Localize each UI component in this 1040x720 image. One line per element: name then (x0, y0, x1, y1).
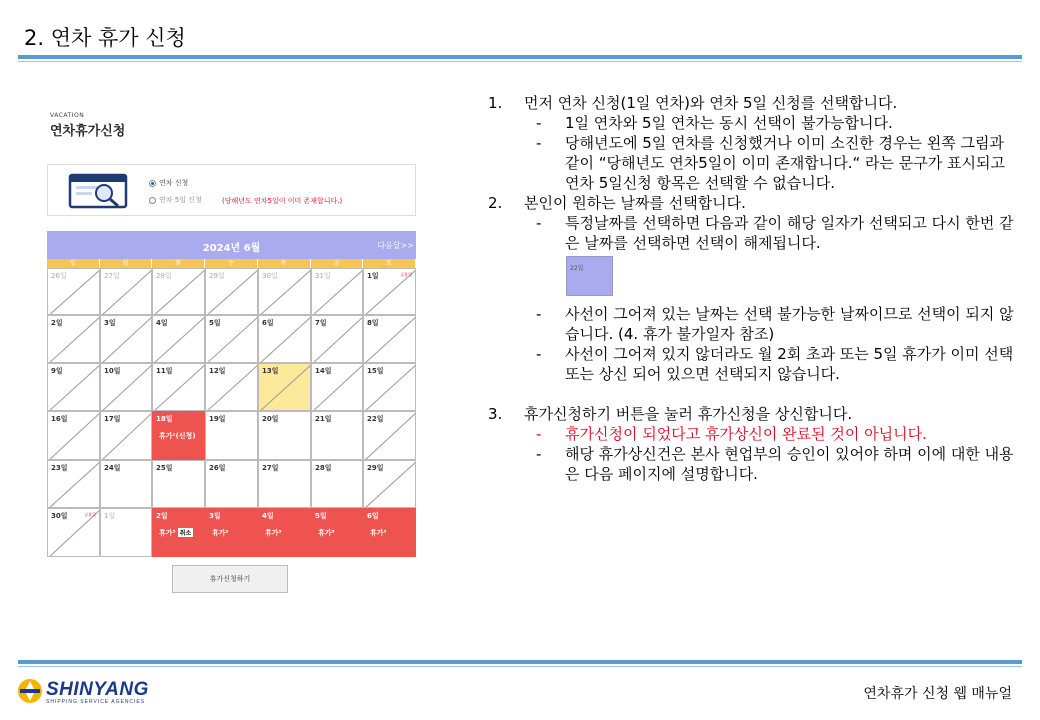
option-label: 연차 5일 신청 (159, 196, 202, 204)
warning-message: (당해년도 연차5일이 이미 존재합니다.) (222, 197, 343, 205)
footer-divider-thin (18, 666, 1022, 667)
day-number: 1일 (367, 272, 379, 280)
header-divider-thin (18, 61, 1022, 62)
day-number: 23일 (51, 464, 68, 472)
option-label: 연차 신청 (159, 179, 189, 187)
day-number: 9일 (51, 367, 63, 375)
day-number: 14일 (315, 367, 332, 375)
sub-text: 1일 연차와 5일 연차는 동시 선택이 불가능합니다. (565, 114, 893, 132)
sub-text: 해당 휴가상신건은 본사 현업부의 승인이 있어야 하며 이에 대한 내용은 다음 페이지에 설명합니다. (565, 445, 1014, 483)
step-number: 3. (488, 405, 503, 423)
vacation-status (159, 528, 193, 538)
day-number: 27일 (104, 272, 120, 280)
logo-subtitle: SHIPPING SERVICE AGENCIES (46, 699, 146, 705)
step-text: 휴가신청하기 버튼을 눌러 휴가신청을 상신합니다. (524, 405, 853, 423)
day-number: 20일 (262, 415, 279, 423)
calendar-day-cell[interactable] (258, 268, 311, 315)
day-number: 12일 (209, 367, 226, 375)
day-number: 2일 (156, 512, 168, 520)
calendar-day-cell[interactable] (363, 460, 416, 508)
sub-text: 휴가신청이 되었다고 휴가상신이 완료된 것이 아닙니다. (565, 425, 927, 443)
calendar-day-cell[interactable] (258, 315, 311, 363)
radio-button[interactable] (149, 197, 156, 204)
radio-button-selected[interactable] (149, 180, 156, 187)
weekday-label: 월 (100, 259, 153, 268)
calendar-grid (47, 268, 416, 557)
apply-vacation-button[interactable]: 휴가신청하기 (172, 565, 288, 593)
day-number: 29일 (209, 272, 225, 280)
leave-type-panel (47, 164, 416, 216)
day-number: 13일 (262, 367, 279, 375)
option-5day-leave[interactable] (149, 195, 202, 205)
day-number: 27일 (262, 464, 279, 472)
vacation-status-label: 휴가⁵ (159, 529, 176, 537)
calendar-day-cell[interactable] (100, 363, 152, 411)
day-number: 18일 (156, 415, 173, 423)
day-number: 29일 (367, 464, 384, 472)
step-2-sub: - 특정날짜를 선택하면 다음과 같이 해당 일자가 선택되고 다시 한번 같은 날짜를 선택하면 선택이 해제됩니다. (536, 214, 1014, 252)
vacation-status (159, 431, 196, 441)
instructions (488, 93, 1018, 484)
vacation-status-label: 휴가¹(신청) (159, 432, 196, 440)
weekday-label: 수 (205, 259, 258, 268)
calendar-day-cell[interactable] (205, 508, 258, 557)
weekday-label: 목 (258, 259, 311, 268)
day-number: 1일 (104, 512, 116, 520)
calendar-day-cell[interactable] (311, 460, 363, 508)
sub-text: 사선이 그어져 있지 않더라도 월 2회 초과 또는 5일 휴가가 이미 선택 또는 상신 되어 있으면 선택되지 않습니다. (565, 345, 1014, 383)
calendar-day-cell[interactable] (311, 411, 363, 460)
calendar-day-cell[interactable] (152, 315, 205, 363)
footer-text: 연차휴가 신청 웹 매뉴얼 (863, 686, 1012, 702)
day-number: 28일 (315, 464, 332, 472)
day-number: 4일 (262, 512, 274, 520)
step-1 (488, 93, 1018, 113)
step-1-sub: - 당해년도에 5일 연차를 신청했거나 이미 소진한 경우는 왼쪽 그림과 같이 “당해년도 연차5일이 이미 존재합니다.“ 라는 문구가 표시되고 연차 5일신청 항목은 선택할 수 없습니다. (536, 134, 1005, 192)
calendar-day-cell[interactable] (152, 363, 205, 411)
holiday-label: 공휴일 (84, 512, 96, 517)
selected-date-example: 22일 (566, 256, 613, 296)
calendar-day-cell[interactable] (152, 508, 205, 557)
day-number: 16일 (51, 415, 68, 423)
logo-name: SHINYANG (46, 679, 149, 700)
day-number: 21일 (315, 415, 332, 423)
day-number: 6일 (367, 512, 379, 520)
vacation-status-label: 휴가⁵ (370, 529, 387, 537)
day-number: 5일 (209, 319, 221, 327)
weekday-label: 화 (152, 259, 205, 268)
step-2-sub: - 사선이 그어져 있는 날짜는 선택 불가능한 날짜이므로 선택이 되지 않습니다. (4. 휴가 불가일자 참조) (536, 305, 1014, 343)
calendar-day-cell[interactable] (152, 411, 205, 460)
calendar-day-cell[interactable] (311, 315, 363, 363)
vacation-small-label: VACATION (50, 112, 85, 119)
calendar-day-cell[interactable] (311, 268, 363, 315)
company-logo (16, 675, 166, 705)
calendar-day-cell[interactable] (47, 268, 100, 315)
slide-title: 2. 연차 휴가 신청 (24, 26, 186, 50)
calendar-day-cell[interactable] (258, 411, 311, 460)
vacation-status-label: 휴가⁵ (265, 529, 282, 537)
vacation-status (318, 528, 335, 538)
day-number: 7일 (315, 319, 327, 327)
step-1-sub: - 1일 연차와 5일 연차는 동시 선택이 불가능합니다. (536, 114, 893, 132)
step-2-sub: - 사선이 그어져 있지 않더라도 월 2회 초과 또는 5일 휴가가 이미 선택 또는 상신 되어 있으면 선택되지 않습니다. (536, 345, 1014, 383)
weekday-bar (47, 259, 416, 268)
day-number: 10일 (104, 367, 121, 375)
day-number: 24일 (104, 464, 121, 472)
calendar-day-cell[interactable] (258, 363, 311, 411)
calendar-day-cell[interactable] (47, 411, 100, 460)
calendar-day-cell[interactable] (311, 508, 363, 557)
weekday-label: 금 (311, 259, 364, 268)
step-text: 먼저 연차 신청(1일 연차)와 연차 5일 신청를 선택합니다. (524, 94, 898, 112)
day-number: 15일 (367, 367, 384, 375)
calendar-day-cell[interactable] (363, 508, 416, 557)
sub-text: 당해년도에 5일 연차를 신청했거나 이미 소진한 경우는 왼쪽 그림과 같이 “당해년도 연차5일이 이미 존재합니다.“ 라는 문구가 표시되고 연차 5일신청 항목은 선택할 수 없습니다. (565, 134, 1005, 192)
day-number: 28일 (156, 272, 172, 280)
day-number: 26일 (51, 272, 67, 280)
calendar-day-cell[interactable] (47, 363, 100, 411)
calendar-day-cell[interactable] (363, 268, 416, 315)
vacation-status (370, 528, 387, 538)
calendar-header (47, 231, 416, 259)
weekday-label: 토 (363, 259, 416, 268)
calendar-day-cell[interactable] (100, 315, 152, 363)
calendar-day-cell[interactable] (152, 268, 205, 315)
day-number: 17일 (104, 415, 121, 423)
calendar-day-cell[interactable] (205, 460, 258, 508)
vacation-page-title: 연차휴가신청 (50, 124, 126, 139)
vacation-status-label: 휴가⁵ (318, 529, 335, 537)
calendar-day-cell[interactable] (205, 411, 258, 460)
day-number: 19일 (209, 415, 226, 423)
step-2 (488, 193, 1018, 213)
day-number: 25일 (156, 464, 173, 472)
step-number: 1. (488, 94, 503, 112)
calendar-day-cell[interactable] (47, 315, 100, 363)
calendar-day-cell[interactable] (100, 508, 152, 557)
next-month-link[interactable]: 다음달>> (377, 241, 414, 250)
step-text: 본인이 원하는 날짜를 선택합니다. (524, 194, 746, 212)
calendar-search-icon (68, 171, 128, 211)
day-number: 4일 (156, 319, 168, 327)
day-number: 30일 (51, 512, 68, 520)
calendar-day-cell[interactable] (47, 508, 100, 557)
calendar-day-cell[interactable] (152, 460, 205, 508)
day-number: 26일 (209, 464, 226, 472)
vacation-status (212, 528, 229, 538)
calendar-day-cell[interactable] (363, 363, 416, 411)
calendar-day-cell[interactable] (311, 363, 363, 411)
calendar-day-cell[interactable] (258, 508, 311, 557)
calendar-day-cell[interactable] (47, 460, 100, 508)
day-number: 11일 (156, 367, 173, 375)
day-number: 30일 (262, 272, 278, 280)
calendar-day-cell[interactable] (205, 363, 258, 411)
sub-text: 사선이 그어져 있는 날짜는 선택 불가능한 날짜이므로 선택이 되지 않습니다. (4. 휴가 불가일자 참조) (565, 305, 1014, 343)
footer-divider (18, 660, 1022, 664)
day-number: 8일 (367, 319, 379, 327)
calendar-day-cell[interactable] (363, 411, 416, 460)
header-divider (18, 55, 1022, 59)
calendar (47, 231, 416, 557)
logo-emblem-icon (16, 677, 44, 705)
weekday-label: 일 (47, 259, 100, 268)
day-number: 5일 (315, 512, 327, 520)
step-3-warning: - 휴가신청이 되었다고 휴가상신이 완료된 것이 아닙니다. (536, 425, 927, 443)
option-annual-leave[interactable] (149, 178, 188, 188)
day-number: 2일 (51, 319, 63, 327)
cancel-button[interactable]: 취소 (179, 530, 192, 537)
calendar-day-cell[interactable] (100, 411, 152, 460)
calendar-month: 2024년 6월 (202, 243, 261, 254)
calendar-day-cell[interactable] (205, 315, 258, 363)
day-number: 6일 (262, 319, 274, 327)
vacation-status (265, 528, 282, 538)
calendar-day-cell[interactable] (205, 268, 258, 315)
calendar-day-cell[interactable] (363, 315, 416, 363)
day-number: 3일 (104, 319, 116, 327)
calendar-day-cell[interactable] (100, 268, 152, 315)
step-number: 2. (488, 194, 503, 212)
step-3-sub: - 해당 휴가상신건은 본사 현업부의 승인이 있어야 하며 이에 대한 내용은 다음 페이지에 설명합니다. (536, 445, 1014, 483)
holiday-label: 공휴일 (400, 272, 412, 277)
day-number: 3일 (209, 512, 221, 520)
calendar-day-cell[interactable] (100, 460, 152, 508)
day-number: 31일 (315, 272, 331, 280)
sub-text: 특정날짜를 선택하면 다음과 같이 해당 일자가 선택되고 다시 한번 같은 날짜를 선택하면 선택이 해제됩니다. (565, 214, 1014, 252)
day-number: 22일 (367, 415, 384, 423)
calendar-day-cell[interactable] (258, 460, 311, 508)
vacation-status-label: 휴가⁵ (212, 529, 229, 537)
step-3 (488, 404, 1018, 424)
